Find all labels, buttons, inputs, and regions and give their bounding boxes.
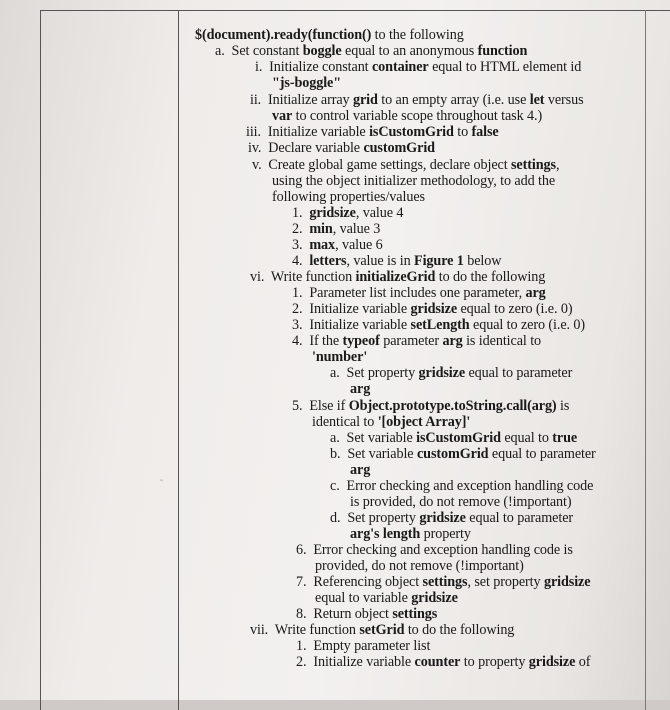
text-line	[350, 381, 370, 397]
text-segment: gridsize	[410, 301, 458, 317]
text-segment: 2. Initialize variable	[292, 301, 411, 317]
text-line	[195, 27, 464, 43]
text-segment: $(document).ready(function()	[195, 27, 372, 43]
text-segment: property	[420, 526, 471, 542]
text-segment: min	[309, 221, 333, 237]
text-line	[272, 173, 555, 189]
text-segment: isCustomGrid	[416, 430, 501, 446]
text-segment: gridsize	[309, 205, 356, 221]
text-segment: d. Set property	[330, 510, 420, 526]
text-segment: equal to parameter	[488, 446, 596, 462]
text-segment: 2. Initialize variable	[296, 654, 415, 670]
text-segment: 6. Error checking and exception handling code is	[296, 542, 573, 558]
text-segment: max	[309, 237, 336, 253]
text-line	[296, 638, 430, 654]
table-left-border	[40, 10, 41, 710]
text-segment: versus	[544, 92, 584, 108]
text-segment: equal to parameter	[465, 510, 574, 526]
text-line	[292, 237, 383, 253]
text-line	[250, 622, 514, 638]
text-segment: grid	[352, 92, 378, 108]
text-segment: equal to zero (i.e. 0)	[469, 317, 586, 333]
table-column-divider	[178, 10, 179, 710]
text-line	[330, 430, 577, 446]
text-segment: Object.prototype.toString.call(arg)	[348, 398, 557, 414]
text-line	[350, 526, 471, 542]
text-line	[292, 205, 403, 221]
text-segment: false	[471, 124, 499, 140]
text-segment: settings	[392, 606, 438, 622]
text-segment: to an empty array (i.e. use	[377, 92, 530, 108]
text-line	[330, 446, 596, 462]
text-segment: to property	[460, 654, 529, 670]
text-segment: gridsize	[419, 510, 466, 526]
text-line	[292, 333, 541, 349]
text-segment: , set property	[467, 574, 544, 590]
text-segment: "js-boggle"	[272, 75, 342, 91]
text-line	[248, 140, 435, 156]
text-segment: arg	[525, 285, 546, 301]
text-segment: parameter	[379, 333, 443, 349]
text-segment: 2.	[292, 221, 310, 237]
text-segment: function	[477, 43, 528, 59]
text-segment: var	[272, 108, 293, 124]
text-line	[330, 478, 593, 494]
text-segment: provided, do not remove (!important)	[315, 558, 524, 574]
text-line	[272, 75, 341, 91]
text-segment: 1. Empty parameter list	[296, 638, 431, 654]
text-line	[252, 157, 559, 173]
text-line	[292, 301, 573, 317]
text-segment: to	[453, 124, 472, 140]
text-segment: 1.	[292, 205, 310, 221]
text-segment: ,	[555, 157, 560, 173]
text-segment: setLength	[410, 317, 470, 333]
text-segment: arg	[442, 333, 463, 349]
text-line	[292, 221, 380, 237]
text-segment: is	[556, 398, 570, 414]
text-segment: , value 3	[332, 221, 381, 237]
text-segment: to control variable scope throughout task 4.)	[292, 108, 543, 124]
text-line	[330, 510, 573, 526]
text-segment: i. Initialize constant	[255, 59, 372, 75]
text-line	[350, 494, 571, 510]
text-line	[312, 414, 470, 430]
text-segment: arg	[350, 381, 371, 397]
text-segment: 7. Referencing object	[296, 574, 423, 590]
text-line	[315, 590, 458, 606]
text-segment: letters	[309, 253, 347, 269]
text-segment: to the following	[371, 27, 464, 43]
text-segment: is identical to	[462, 333, 542, 349]
text-segment: is provided, do not remove (!important)	[350, 494, 572, 510]
text-segment: container	[371, 59, 429, 75]
text-line	[272, 108, 542, 124]
text-segment: gridsize	[528, 654, 576, 670]
text-line	[350, 462, 370, 478]
text-segment: a. Set constant	[215, 43, 303, 59]
text-segment: b. Set variable	[330, 446, 417, 462]
text-segment: 1. Parameter list includes one parameter,	[292, 285, 526, 301]
text-segment: iv. Declare variable	[248, 140, 364, 156]
text-line	[292, 285, 546, 301]
text-line	[296, 542, 573, 558]
text-segment: iii. Initialize variable	[246, 124, 370, 140]
text-segment: 3. Initialize variable	[292, 317, 411, 333]
text-segment: a. Set property	[330, 365, 419, 381]
text-segment: of	[575, 654, 591, 670]
text-line	[315, 558, 524, 574]
text-segment: equal to	[500, 430, 553, 446]
text-segment: equal to variable	[315, 590, 412, 606]
text-segment: , value 6	[335, 237, 383, 253]
text-line	[292, 317, 585, 333]
text-segment: gridsize	[411, 590, 458, 606]
text-line	[272, 189, 425, 205]
text-line	[250, 92, 584, 108]
text-segment: let	[529, 92, 545, 108]
pen-mark: ᵕ	[160, 475, 164, 487]
text-line	[312, 349, 367, 365]
text-segment: 'number'	[312, 349, 368, 365]
text-line	[292, 253, 501, 269]
text-segment: c. Error checking and exception handling code	[330, 478, 594, 494]
text-segment: , value is in	[346, 253, 415, 269]
text-segment: initializeGrid	[355, 269, 436, 285]
text-segment: following properties/values	[272, 189, 425, 205]
text-segment: to do the following	[404, 622, 515, 638]
text-segment: equal to an anonymous	[341, 43, 478, 59]
text-segment: to do the following	[435, 269, 546, 285]
text-segment: Figure 1	[414, 253, 464, 269]
text-segment: v. Create global game settings, declare object	[252, 157, 512, 173]
text-segment: using the object initializer methodology, to add the	[272, 173, 556, 189]
text-segment: below	[463, 253, 502, 269]
table-right-border	[645, 10, 646, 710]
text-segment: isCustomGrid	[369, 124, 454, 140]
text-segment: true	[552, 430, 578, 446]
text-line	[250, 269, 545, 285]
text-segment: equal to HTML element id	[428, 59, 582, 75]
text-segment: setGrid	[359, 622, 405, 638]
text-segment: gridsize	[543, 574, 591, 590]
text-segment: equal to parameter	[465, 365, 573, 381]
text-segment: , value 4	[355, 205, 404, 221]
text-line	[246, 124, 499, 140]
text-segment: 8. Return object	[296, 606, 393, 622]
text-segment: arg's length	[350, 526, 421, 542]
text-segment: equal to zero (i.e. 0)	[457, 301, 573, 317]
text-line	[296, 654, 590, 670]
text-segment: vi. Write function	[250, 269, 356, 285]
text-line	[255, 59, 581, 75]
text-segment: customGrid	[363, 140, 435, 156]
text-segment: '[object Array]'	[377, 414, 471, 430]
text-segment: 4. If the	[292, 333, 343, 349]
text-segment: boggle	[302, 43, 342, 59]
table-top-border	[40, 10, 670, 11]
text-segment: arg	[350, 462, 371, 478]
text-line	[215, 43, 527, 59]
text-segment: 4.	[292, 253, 310, 269]
text-line	[296, 574, 590, 590]
text-segment: ii. Initialize array	[250, 92, 353, 108]
text-segment: 3.	[292, 237, 310, 253]
text-segment: customGrid	[416, 446, 489, 462]
text-line	[330, 365, 572, 381]
text-segment: 5. Else if	[292, 398, 349, 414]
text-segment: gridsize	[418, 365, 466, 381]
text-line	[296, 606, 437, 622]
text-segment: identical to	[312, 414, 378, 430]
text-segment: settings	[422, 574, 468, 590]
text-segment: counter	[414, 654, 461, 670]
text-segment: typeof	[342, 333, 380, 349]
text-segment: a. Set variable	[330, 430, 417, 446]
text-line	[292, 398, 569, 414]
text-segment: settings	[511, 157, 556, 173]
text-segment: vii. Write function	[250, 622, 360, 638]
